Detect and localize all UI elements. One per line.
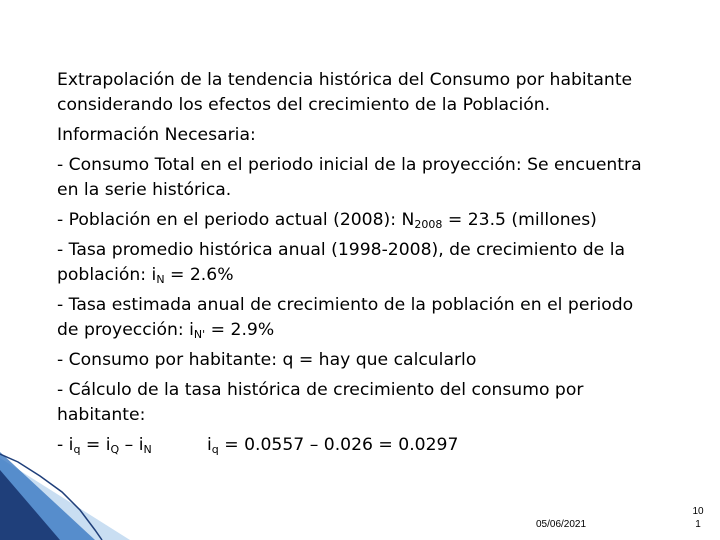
footer-date: 05/06/2021 (536, 519, 587, 530)
item-tasa-estimada-line-1: - Tasa estimada anual de crecimiento de la población en el periodo (57, 295, 634, 315)
item-consumo-total (57, 153, 707, 203)
item-calculo-tasa-line-1: - Cálculo de la tasa histórica de crecimiento del consumo por (57, 380, 584, 400)
slide-content (57, 68, 707, 458)
formula-right-sub-q: q (211, 443, 219, 456)
item-tasa-estimada (57, 293, 707, 343)
page-number-line-1: 10 (692, 506, 704, 517)
subscript-2008: 2008 (414, 218, 443, 231)
item-consumo-total-line-2: en la serie histórica. (57, 180, 232, 200)
formula-left-part-2: = i (80, 435, 111, 455)
formula-left-sub-q: q (73, 443, 81, 456)
subscript-n: N (156, 273, 165, 286)
item-tasa-historica-value: = 2.6% (164, 265, 234, 285)
item-calculo-tasa (57, 378, 707, 428)
item-poblacion-actual-value: = 23.5 (millones) (442, 210, 597, 230)
formula-left-sub-N: N (143, 443, 152, 456)
item-tasa-estimada-value: = 2.9% (205, 320, 275, 340)
item-tasa-historica-line-1: - Tasa promedio histórica anual (1998-2008), de crecimiento de la (57, 240, 626, 260)
item-calculo-tasa-line-2: habitante: (57, 405, 146, 425)
formula-right-value: = 0.0557 – 0.026 = 0.0297 (218, 435, 459, 455)
info-header: Información Necesaria: (57, 125, 256, 145)
item-poblacion-actual-text: - Población en el periodo actual (2008): N (57, 210, 415, 230)
item-consumo-total-line-1: - Consumo Total en el periodo inicial de la proyección: Se encuentra (57, 155, 642, 175)
formula-left-part-3: – i (119, 435, 144, 455)
item-tasa-historica (57, 238, 707, 288)
subscript-n-prime: N' (193, 328, 206, 341)
title-line-1: Extrapolación de la tendencia histórica del Consumo por habitante (57, 70, 633, 90)
footer-page-number (688, 505, 708, 531)
title-line-2: considerando los efectos del crecimiento de la Población. (57, 95, 551, 115)
item-tasa-historica-label: población: i (57, 265, 157, 285)
page-number-line-2: 1 (695, 519, 701, 530)
corner-decoration-graphic (0, 430, 720, 540)
item-poblacion-actual (57, 208, 707, 233)
slide-title (57, 68, 707, 118)
item-tasa-estimada-label: de proyección: i (57, 320, 194, 340)
formula-left-sub-Q: Q (110, 443, 120, 456)
formula-right-part-1: i (207, 435, 212, 455)
item-consumo-habitante: - Consumo por habitante: q = hay que calcularlo (57, 350, 477, 370)
formula-left-part-1: - i (57, 435, 74, 455)
